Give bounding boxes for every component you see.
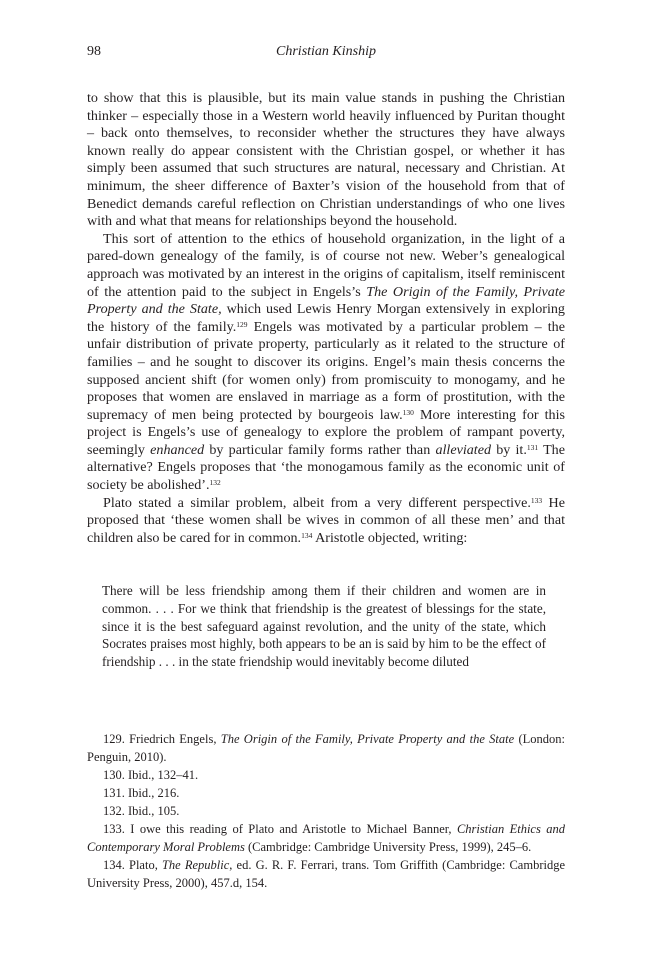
footnote-ref: 133 — [530, 495, 543, 505]
footnote-ref: 129 — [236, 319, 248, 329]
block-quote: There will be less friendship among them if their children and women are in common. . . . For we think that friendship is the greatest of blessings for the state, since it is the best safeguard against revolution, and the unity of the state, which Socrates praises most highly, both appears to be an is said by him to be the effect of friendship . . . in the state friendship would inevitably become diluted — [102, 583, 546, 670]
paragraph-3: Plato stated a similar problem, albeit from a very different perspective.$^{133}$ He proposed that ‘these women shall be wives in common of all these men’ and that children also be cared for in common.$^{134}$ Aristotle objected, writing: — [87, 494, 565, 546]
footnote-ref: 134 — [301, 530, 313, 540]
emphasis: alleviated — [435, 441, 492, 458]
footnote-130: 130. Ibid., 132–41. — [103, 768, 199, 782]
footnote-133: 133. I owe this reading of Plato and Aristotle to Michael Banner, Christian Ethics and Contemporary Moral Problems (Cambridge: Cambridge University Press, 1999), 245–6. — [87, 822, 566, 854]
footnote-ref: 132 — [209, 478, 221, 488]
footnote-129: 129. Friedrich Engels, The Origin of the Family, Private Property and the State (London: Penguin, 2010). — [87, 732, 565, 764]
footnotes — [87, 730, 565, 892]
footnote-ref: 130 — [402, 407, 414, 417]
body-text — [87, 90, 565, 547]
book-title: The Origin of the Family, Private Property and the State, — [87, 283, 565, 318]
footnote-132: 132. Ibid., 105. — [103, 804, 180, 818]
paragraph-2: This sort of attention to the ethics of household organization, in the light of a pared-down genealogy of the family, is of course not new. Weber’s genealogical approach was motivated by an interest in the origins of capitalism, itself reminiscent of the attention paid to the subject in Engels’s The Origin of the Family, Private Property and the State, which used Lewis Henry Morgan extensively in exploring the history of the family.$^{129}$ Engels was motivated by a particular problem – the unfair distribution of private property, particularly as it related to the structure of families – and he sought to discover its origins. Engel’s main thesis concerns the supposed ancient shift (for women only) from promiscuity to monogamy, and he proposes that women are enslaved in marriage as a form of prostitution, with the supremacy of men being protected by bourgeois law.$^{130}$ More interesting for this project is Engels’s use of genealogy to explore the problem of rampant poverty, seemingly enhanced by particular family forms rather than alleviated by it.$^{131}$ The alternative? Engels proposes that ‘the monogamous family as the economic unit of society be abolished’.$^{132}$ — [87, 230, 565, 494]
running-header — [87, 44, 565, 64]
emphasis: enhanced — [150, 441, 205, 458]
footnote-ref: 131 — [526, 442, 539, 452]
paragraph-1: to show that this is plausible, but its main value stands in pushing the Christian thinker – especially those in a Western world heavily influenced by Puritan thought – back onto themselves, to reconsider whether the structures they have always known really do appear consistent with the Christian gospel, or whether it has simply been assumed that such structures are natural, necessary and Christian. At minimum, the sheer difference of Baxter’s vision of the household from that of Benedict demands careful reflection on Christian understandings of who one lives with and what that means for relationships beyond the household. — [87, 90, 565, 230]
footnote-131: 131. Ibid., 216. — [103, 786, 180, 800]
page-number: 98 — [87, 44, 101, 59]
running-title: Christian Kinship — [276, 44, 376, 59]
footnote-134: 134. Plato, The Republic, ed. G. R. F. Ferrari, trans. Tom Griffith (Cambridge: Cambridge University Press, 2000), 457.d, 154. — [87, 858, 565, 890]
